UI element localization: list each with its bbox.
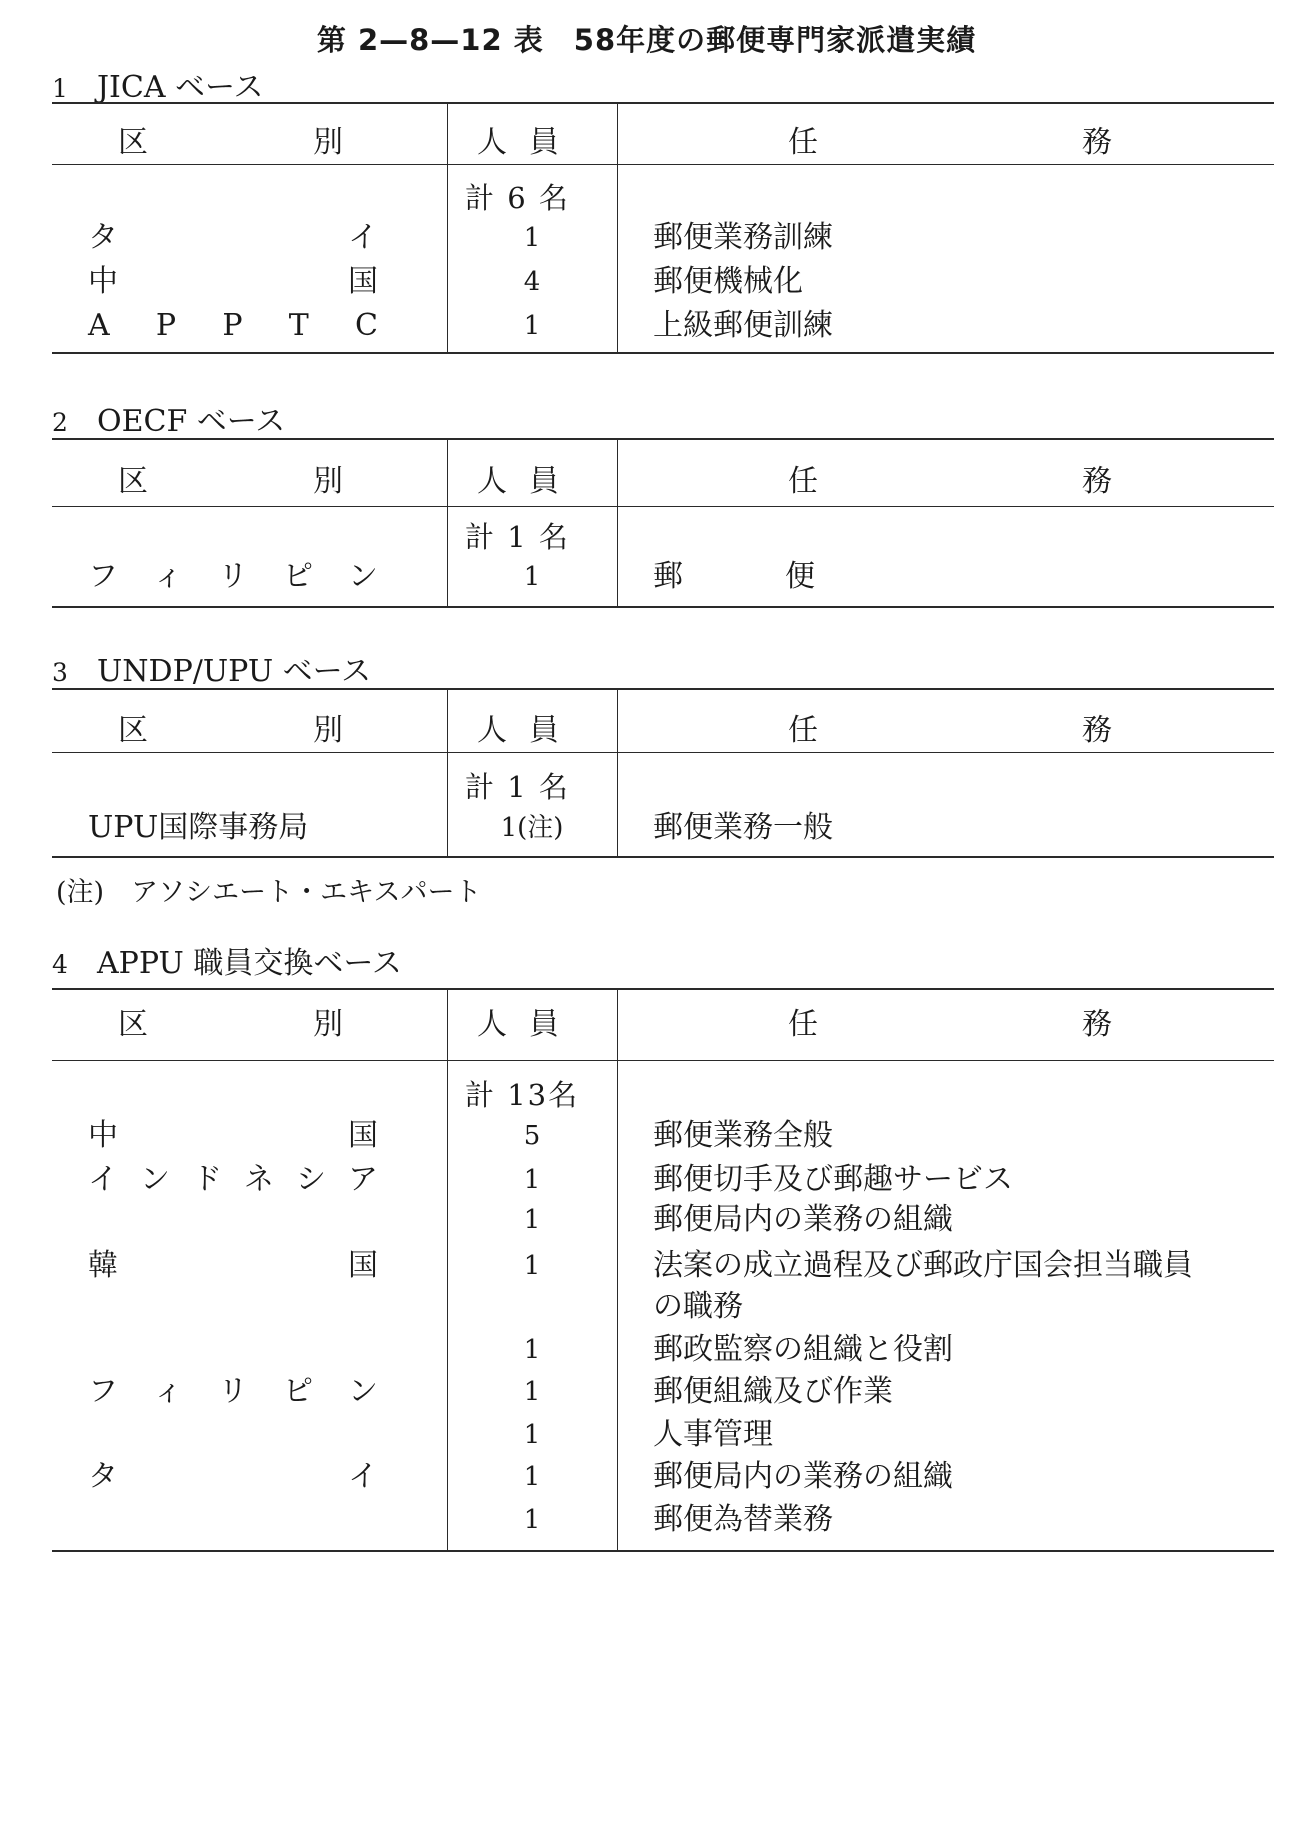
count-cell: 1(注) — [500, 813, 564, 843]
table-bottom-rule — [52, 856, 1274, 858]
category-char: ア — [348, 1162, 378, 1197]
category-char: ン — [348, 1374, 378, 1409]
category-char: タ — [88, 220, 118, 255]
header-kubetsu: 別 — [313, 464, 343, 499]
category-char: ン — [140, 1162, 170, 1197]
header-ninmu: 務 — [1082, 125, 1112, 160]
count-cell: 5 — [523, 1121, 541, 1151]
count-cell: 1 — [523, 1462, 541, 1492]
category-char: 国 — [348, 1248, 378, 1283]
duty-cell — [653, 557, 815, 597]
header-divider-rule — [52, 1060, 1274, 1061]
duty-cell: 郵便業務全般 — [653, 1118, 833, 1153]
header-kubetsu: 別 — [313, 1007, 343, 1042]
category-char: リ — [218, 559, 248, 594]
header-divider-rule — [52, 164, 1274, 165]
table-top-rule — [52, 438, 1274, 440]
header-kubetsu: 区 — [118, 125, 148, 160]
category-char: ィ — [153, 559, 183, 594]
category-cell — [88, 306, 378, 346]
duty-cell: の職務 — [653, 1289, 743, 1324]
duty-cell: 郵政監察の組織と役割 — [653, 1332, 953, 1367]
header-jinin: 人員 — [477, 464, 581, 499]
section-title: APPU 職員交換ベース — [97, 946, 402, 981]
header-jinin: 人員 — [477, 125, 581, 160]
category-char: 中 — [88, 264, 118, 299]
count-cell: 1 — [523, 1165, 541, 1195]
category-char: ン — [348, 559, 378, 594]
section-heading — [52, 62, 264, 106]
duty-cell: 郵便業務訓練 — [653, 220, 833, 255]
header-kubetsu: 別 — [313, 713, 343, 748]
category-char: ド — [192, 1162, 222, 1197]
footnote: (注) アソシエート・エキスパート — [56, 877, 482, 908]
category-cell — [88, 218, 378, 258]
category-char: 韓 — [88, 1248, 118, 1283]
count-cell: 1 — [523, 1505, 541, 1535]
category-char: A — [88, 308, 110, 343]
table-top-rule — [52, 988, 1274, 990]
category-char: 国 — [348, 1118, 378, 1153]
duty-cell: 法案の成立過程及び郵政庁国会担当職員 — [653, 1248, 1193, 1283]
category-cell — [88, 1116, 378, 1156]
category-char: P — [155, 308, 177, 343]
category-char: イ — [88, 1162, 118, 1197]
category-cell — [88, 1372, 378, 1412]
category-char: C — [355, 308, 378, 343]
header-ninmu: 任 — [788, 1007, 818, 1042]
section-heading — [52, 938, 402, 982]
duty-cell: 郵便組織及び作業 — [653, 1374, 893, 1409]
category-char: 中 — [88, 1118, 118, 1153]
count-cell: 1 — [523, 311, 541, 341]
header-ninmu: 務 — [1082, 713, 1112, 748]
count-cell: 1 — [523, 223, 541, 253]
category-char: ピ — [283, 559, 313, 594]
header-divider-rule — [52, 506, 1274, 507]
category-char: ピ — [283, 1374, 313, 1409]
category-char: P — [222, 308, 243, 343]
duty-char: 便 — [785, 559, 815, 594]
category-char: T — [288, 308, 309, 343]
total-count: 計 6 名 — [465, 181, 570, 215]
total-count: 計 13名 — [465, 1078, 580, 1112]
column-divider — [617, 438, 618, 606]
total-count: 計 1 名 — [465, 770, 570, 804]
header-ninmu: 任 — [788, 464, 818, 499]
duty-cell: 郵便機械化 — [653, 264, 803, 299]
category-cell — [88, 1457, 378, 1497]
category-cell — [88, 1160, 378, 1200]
section-number: 2 — [52, 408, 68, 437]
count-cell: 1 — [523, 1420, 541, 1450]
section-title: UNDP/UPU ベース — [97, 654, 372, 689]
count-cell: 1 — [523, 562, 541, 592]
duty-cell: 人事管理 — [653, 1417, 773, 1452]
count-cell: 1 — [523, 1377, 541, 1407]
section-title: JICA ベース — [97, 70, 264, 105]
header-kubetsu: 区 — [118, 464, 148, 499]
category-cell — [88, 1246, 378, 1286]
category-char: 国 — [348, 264, 378, 299]
category-cell — [88, 557, 378, 597]
section-number: 4 — [52, 950, 68, 979]
table-bottom-rule — [52, 352, 1274, 354]
header-ninmu: 務 — [1082, 1007, 1112, 1042]
count-cell: 1 — [523, 1205, 541, 1235]
count-cell: 1 — [523, 1335, 541, 1365]
section-number: 1 — [52, 74, 68, 103]
section-number: 3 — [52, 658, 68, 687]
duty-cell: 上級郵便訓練 — [653, 308, 833, 343]
header-kubetsu: 区 — [118, 713, 148, 748]
count-cell: 1 — [523, 1251, 541, 1281]
header-jinin: 人員 — [477, 1007, 581, 1042]
header-kubetsu: 別 — [313, 125, 343, 160]
duty-cell: 郵便切手及び郵趣サービス — [653, 1162, 1013, 1197]
header-kubetsu: 区 — [118, 1007, 148, 1042]
header-ninmu: 務 — [1082, 464, 1112, 499]
header-ninmu: 任 — [788, 125, 818, 160]
table-top-rule — [52, 102, 1274, 104]
section-title: OECF ベース — [97, 404, 286, 439]
table-top-rule — [52, 688, 1274, 690]
duty-cell: 郵便為替業務 — [653, 1502, 833, 1537]
category-char: イ — [348, 1459, 378, 1494]
category-cell: UPU国際事務局 — [88, 810, 309, 845]
header-divider-rule — [52, 752, 1274, 753]
category-char: リ — [218, 1374, 248, 1409]
section-heading — [52, 396, 285, 440]
category-char: イ — [348, 220, 378, 255]
duty-cell: 郵便局内の業務の組織 — [653, 1459, 953, 1494]
category-char: シ — [296, 1162, 326, 1197]
page-title: 第 2—8—12 表 58年度の郵便専門家派遣実績 — [316, 23, 977, 57]
category-char: ネ — [244, 1162, 274, 1197]
category-char: フ — [88, 1374, 118, 1409]
header-ninmu: 任 — [788, 713, 818, 748]
duty-char: 郵 — [653, 559, 683, 594]
category-char: タ — [88, 1459, 118, 1494]
column-divider — [617, 688, 618, 856]
column-divider — [617, 988, 618, 1550]
category-cell — [88, 262, 378, 302]
section-heading — [52, 646, 371, 690]
table-bottom-rule — [52, 1550, 1274, 1552]
total-count: 計 1 名 — [465, 520, 570, 554]
category-char: フ — [88, 559, 118, 594]
header-jinin: 人員 — [477, 713, 581, 748]
duty-cell: 郵便業務一般 — [653, 810, 833, 845]
category-char: ィ — [153, 1374, 183, 1409]
column-divider — [617, 102, 618, 352]
count-cell: 4 — [523, 267, 541, 297]
duty-cell: 郵便局内の業務の組織 — [653, 1202, 953, 1237]
table-bottom-rule — [52, 606, 1274, 608]
